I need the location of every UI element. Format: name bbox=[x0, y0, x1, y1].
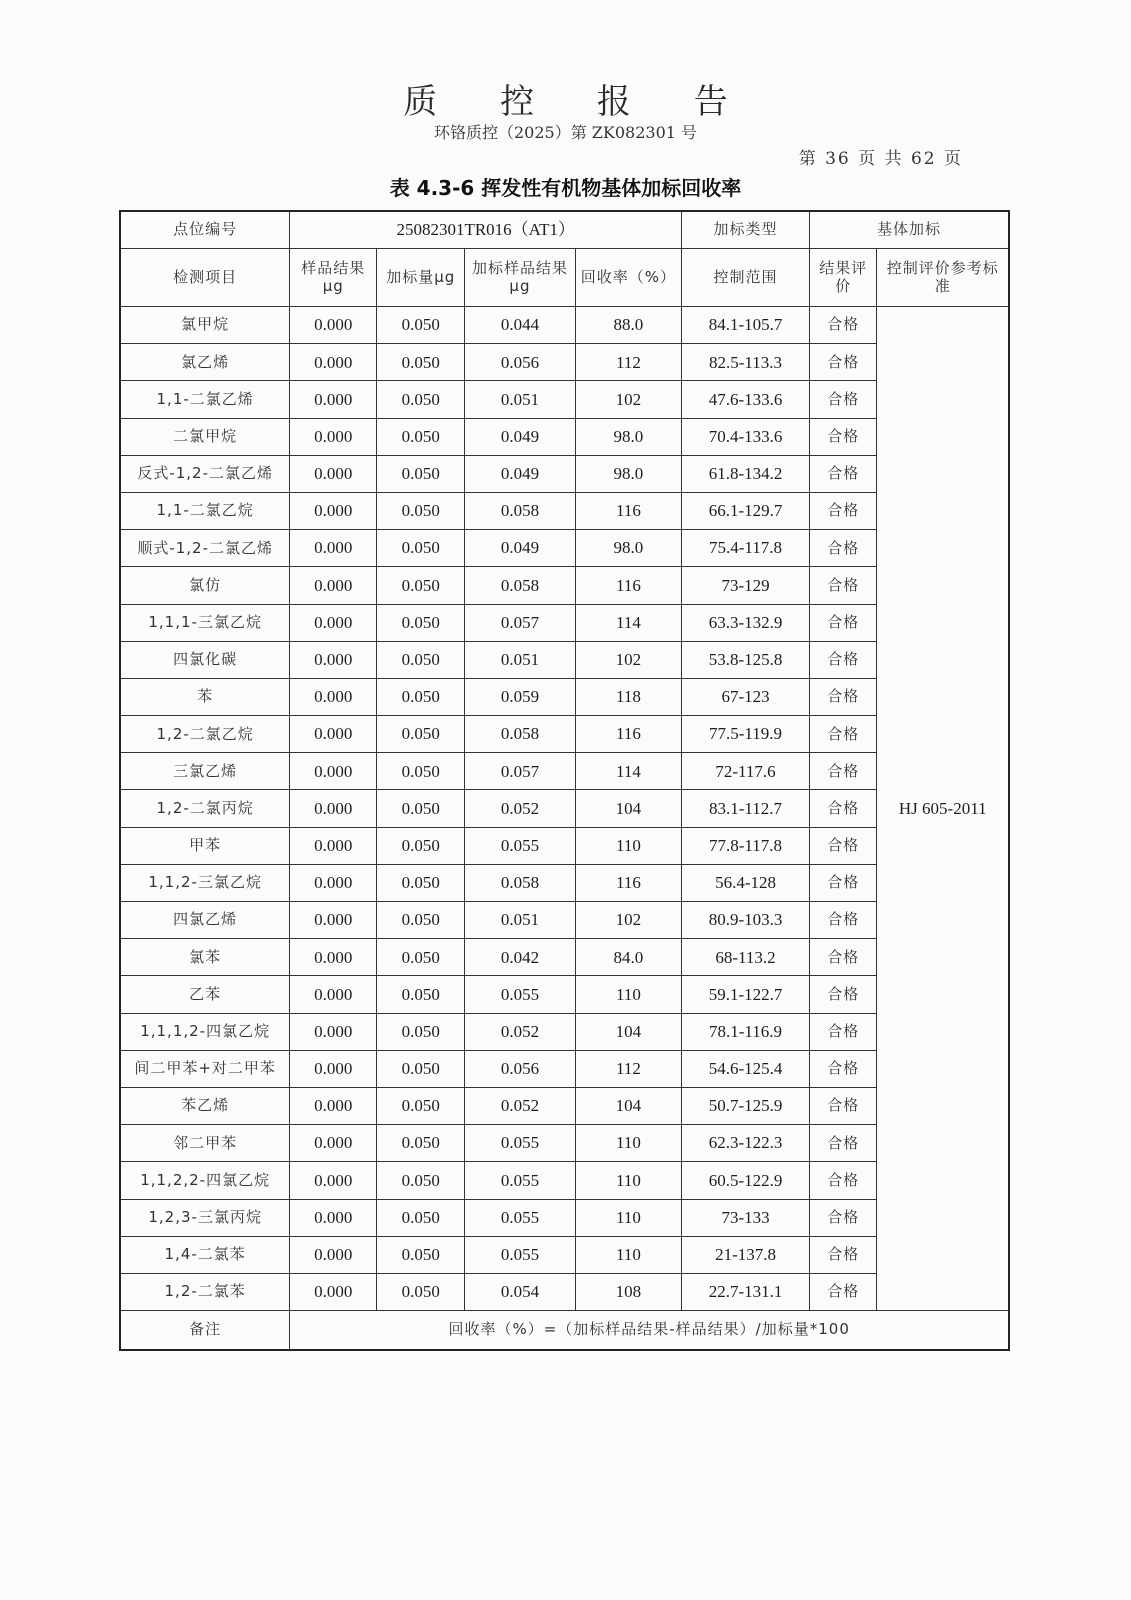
col-spike-amount: 加标量μg bbox=[377, 249, 465, 307]
cell-control-range: 60.5-122.9 bbox=[682, 1162, 810, 1199]
cell-spiked-result: 0.055 bbox=[465, 1236, 575, 1273]
cell-recovery: 102 bbox=[575, 381, 681, 418]
cell-spiked-result: 0.056 bbox=[465, 1050, 575, 1087]
cell-reference-standard: HJ 605-2011 bbox=[877, 307, 1009, 1311]
cell-sample-result: 0.000 bbox=[290, 716, 377, 753]
cell-item: 氯甲烷 bbox=[120, 307, 290, 344]
cell-spiked-result: 0.049 bbox=[465, 530, 575, 567]
cell-evaluation: 合格 bbox=[809, 381, 877, 418]
table-row bbox=[120, 678, 1009, 715]
cell-spiked-result: 0.049 bbox=[465, 418, 575, 455]
cell-spiked-result: 0.044 bbox=[465, 307, 575, 344]
cell-recovery: 116 bbox=[575, 716, 681, 753]
cell-item: 1,2-二氯乙烷 bbox=[120, 716, 290, 753]
cell-evaluation: 合格 bbox=[809, 716, 877, 753]
cell-recovery: 110 bbox=[575, 1199, 681, 1236]
table-row bbox=[120, 641, 1009, 678]
cell-spike-amount: 0.050 bbox=[377, 418, 465, 455]
cell-item: 1,1,2,2-四氯乙烷 bbox=[120, 1162, 290, 1199]
cell-spike-amount: 0.050 bbox=[377, 1199, 465, 1236]
table-row bbox=[120, 418, 1009, 455]
cell-recovery: 104 bbox=[575, 1013, 681, 1050]
cell-control-range: 21-137.8 bbox=[682, 1236, 810, 1273]
cell-evaluation: 合格 bbox=[809, 827, 877, 864]
cell-item: 氯苯 bbox=[120, 939, 290, 976]
cell-spike-amount: 0.050 bbox=[377, 381, 465, 418]
cell-evaluation: 合格 bbox=[809, 567, 877, 604]
cell-sample-result: 0.000 bbox=[290, 976, 377, 1013]
note-label: 备注 bbox=[120, 1311, 290, 1351]
table-row bbox=[120, 1236, 1009, 1273]
cell-recovery: 88.0 bbox=[575, 307, 681, 344]
cell-recovery: 102 bbox=[575, 641, 681, 678]
cell-spike-amount: 0.050 bbox=[377, 1050, 465, 1087]
cell-item: 1,4-二氯苯 bbox=[120, 1236, 290, 1273]
cell-evaluation: 合格 bbox=[809, 864, 877, 901]
note-value: 回收率（%）=（加标样品结果-样品结果）/加标量*100 bbox=[290, 1311, 1009, 1351]
cell-recovery: 108 bbox=[575, 1273, 681, 1310]
point-label: 点位编号 bbox=[120, 211, 290, 249]
table-caption: 表 4.3-6 挥发性有机物基体加标回收率 bbox=[389, 176, 742, 200]
col-spiked-result: 加标样品结果μg bbox=[465, 249, 575, 307]
cell-spike-amount: 0.050 bbox=[377, 716, 465, 753]
table-row bbox=[120, 604, 1009, 641]
spike-type-value: 基体加标 bbox=[809, 211, 1009, 249]
cell-evaluation: 合格 bbox=[809, 678, 877, 715]
col-item: 检测项目 bbox=[120, 249, 290, 307]
cell-spike-amount: 0.050 bbox=[377, 641, 465, 678]
cell-control-range: 62.3-122.3 bbox=[682, 1125, 810, 1162]
cell-spike-amount: 0.050 bbox=[377, 976, 465, 1013]
cell-evaluation: 合格 bbox=[809, 530, 877, 567]
cell-control-range: 82.5-113.3 bbox=[682, 344, 810, 381]
cell-spike-amount: 0.050 bbox=[377, 902, 465, 939]
cell-recovery: 114 bbox=[575, 604, 681, 641]
cell-recovery: 104 bbox=[575, 790, 681, 827]
table-row bbox=[120, 1125, 1009, 1162]
cell-recovery: 110 bbox=[575, 1236, 681, 1273]
cell-spike-amount: 0.050 bbox=[377, 604, 465, 641]
cell-spiked-result: 0.051 bbox=[465, 381, 575, 418]
cell-spike-amount: 0.050 bbox=[377, 1236, 465, 1273]
cell-recovery: 84.0 bbox=[575, 939, 681, 976]
cell-evaluation: 合格 bbox=[809, 1273, 877, 1310]
cell-control-range: 67-123 bbox=[682, 678, 810, 715]
table-row bbox=[120, 716, 1009, 753]
cell-control-range: 54.6-125.4 bbox=[682, 1050, 810, 1087]
cell-spiked-result: 0.052 bbox=[465, 1087, 575, 1124]
table-row bbox=[120, 567, 1009, 604]
point-value: 25082301TR016（AT1） bbox=[290, 211, 682, 249]
cell-spike-amount: 0.050 bbox=[377, 307, 465, 344]
cell-recovery: 112 bbox=[575, 344, 681, 381]
cell-evaluation: 合格 bbox=[809, 418, 877, 455]
cell-recovery: 98.0 bbox=[575, 418, 681, 455]
cell-evaluation: 合格 bbox=[809, 790, 877, 827]
cell-evaluation: 合格 bbox=[809, 604, 877, 641]
cell-item: 1,1-二氯乙烯 bbox=[120, 381, 290, 418]
table-row bbox=[120, 530, 1009, 567]
cell-spiked-result: 0.058 bbox=[465, 716, 575, 753]
cell-control-range: 78.1-116.9 bbox=[682, 1013, 810, 1050]
cell-recovery: 110 bbox=[575, 1125, 681, 1162]
cell-item: 顺式-1,2-二氯乙烯 bbox=[120, 530, 290, 567]
table-row bbox=[120, 827, 1009, 864]
cell-spike-amount: 0.050 bbox=[377, 1125, 465, 1162]
cell-spiked-result: 0.057 bbox=[465, 604, 575, 641]
cell-sample-result: 0.000 bbox=[290, 1236, 377, 1273]
table-row bbox=[120, 976, 1009, 1013]
cell-spiked-result: 0.042 bbox=[465, 939, 575, 976]
cell-recovery: 116 bbox=[575, 492, 681, 529]
cell-sample-result: 0.000 bbox=[290, 530, 377, 567]
cell-control-range: 75.4-117.8 bbox=[682, 530, 810, 567]
cell-evaluation: 合格 bbox=[809, 1013, 877, 1050]
cell-recovery: 110 bbox=[575, 827, 681, 864]
cell-evaluation: 合格 bbox=[809, 902, 877, 939]
cell-sample-result: 0.000 bbox=[290, 1273, 377, 1310]
cell-evaluation: 合格 bbox=[809, 1199, 877, 1236]
cell-spiked-result: 0.055 bbox=[465, 1125, 575, 1162]
cell-spiked-result: 0.058 bbox=[465, 864, 575, 901]
col-control-range: 控制范围 bbox=[682, 249, 810, 307]
cell-evaluation: 合格 bbox=[809, 492, 877, 529]
cell-spiked-result: 0.052 bbox=[465, 1013, 575, 1050]
cell-item: 二氯甲烷 bbox=[120, 418, 290, 455]
cell-sample-result: 0.000 bbox=[290, 307, 377, 344]
cell-sample-result: 0.000 bbox=[290, 1013, 377, 1050]
cell-evaluation: 合格 bbox=[809, 939, 877, 976]
cell-spiked-result: 0.056 bbox=[465, 344, 575, 381]
cell-sample-result: 0.000 bbox=[290, 567, 377, 604]
header-row-point bbox=[120, 211, 1009, 249]
cell-recovery: 104 bbox=[575, 1087, 681, 1124]
cell-sample-result: 0.000 bbox=[290, 344, 377, 381]
cell-spiked-result: 0.057 bbox=[465, 753, 575, 790]
cell-spike-amount: 0.050 bbox=[377, 567, 465, 604]
table-row bbox=[120, 1050, 1009, 1087]
cell-recovery: 102 bbox=[575, 902, 681, 939]
table-row bbox=[120, 864, 1009, 901]
cell-control-range: 80.9-103.3 bbox=[682, 902, 810, 939]
cell-spike-amount: 0.050 bbox=[377, 864, 465, 901]
cell-spiked-result: 0.049 bbox=[465, 455, 575, 492]
cell-control-range: 53.8-125.8 bbox=[682, 641, 810, 678]
cell-item: 氯乙烯 bbox=[120, 344, 290, 381]
cell-spiked-result: 0.055 bbox=[465, 1162, 575, 1199]
cell-evaluation: 合格 bbox=[809, 641, 877, 678]
cell-item: 三氯乙烯 bbox=[120, 753, 290, 790]
col-recovery: 回收率（%） bbox=[575, 249, 681, 307]
cell-spike-amount: 0.050 bbox=[377, 1013, 465, 1050]
cell-spike-amount: 0.050 bbox=[377, 1273, 465, 1310]
cell-evaluation: 合格 bbox=[809, 1050, 877, 1087]
cell-spiked-result: 0.051 bbox=[465, 902, 575, 939]
table-row bbox=[120, 381, 1009, 418]
cell-sample-result: 0.000 bbox=[290, 492, 377, 529]
cell-control-range: 68-113.2 bbox=[682, 939, 810, 976]
cell-recovery: 98.0 bbox=[575, 455, 681, 492]
cell-item: 氯仿 bbox=[120, 567, 290, 604]
cell-sample-result: 0.000 bbox=[290, 381, 377, 418]
cell-control-range: 83.1-112.7 bbox=[682, 790, 810, 827]
cell-sample-result: 0.000 bbox=[290, 1125, 377, 1162]
cell-spiked-result: 0.055 bbox=[465, 827, 575, 864]
cell-evaluation: 合格 bbox=[809, 1087, 877, 1124]
recovery-table bbox=[119, 210, 1010, 1351]
spike-type-label: 加标类型 bbox=[682, 211, 810, 249]
cell-evaluation: 合格 bbox=[809, 753, 877, 790]
cell-sample-result: 0.000 bbox=[290, 678, 377, 715]
cell-spike-amount: 0.050 bbox=[377, 678, 465, 715]
cell-sample-result: 0.000 bbox=[290, 753, 377, 790]
cell-spike-amount: 0.050 bbox=[377, 753, 465, 790]
cell-sample-result: 0.000 bbox=[290, 604, 377, 641]
cell-control-range: 77.8-117.8 bbox=[682, 827, 810, 864]
cell-item: 1,1,1,2-四氯乙烷 bbox=[120, 1013, 290, 1050]
cell-control-range: 59.1-122.7 bbox=[682, 976, 810, 1013]
cell-spiked-result: 0.054 bbox=[465, 1273, 575, 1310]
col-reference: 控制评价参考标准 bbox=[877, 249, 1009, 307]
cell-control-range: 56.4-128 bbox=[682, 864, 810, 901]
cell-spike-amount: 0.050 bbox=[377, 790, 465, 827]
cell-spiked-result: 0.055 bbox=[465, 1199, 575, 1236]
cell-evaluation: 合格 bbox=[809, 976, 877, 1013]
header-row-columns bbox=[120, 249, 1009, 307]
cell-item: 苯 bbox=[120, 678, 290, 715]
cell-control-range: 66.1-129.7 bbox=[682, 492, 810, 529]
col-sample-result: 样品结果μg bbox=[290, 249, 377, 307]
cell-item: 四氯乙烯 bbox=[120, 902, 290, 939]
cell-item: 1,2-二氯苯 bbox=[120, 1273, 290, 1310]
cell-control-range: 22.7-131.1 bbox=[682, 1273, 810, 1310]
cell-control-range: 84.1-105.7 bbox=[682, 307, 810, 344]
cell-spiked-result: 0.059 bbox=[465, 678, 575, 715]
cell-item: 1,1,2-三氯乙烷 bbox=[120, 864, 290, 901]
cell-item: 苯乙烯 bbox=[120, 1087, 290, 1124]
page-indicator: 第 36 页 共 62 页 bbox=[798, 149, 963, 169]
cell-recovery: 114 bbox=[575, 753, 681, 790]
table-row bbox=[120, 753, 1009, 790]
cell-recovery: 98.0 bbox=[575, 530, 681, 567]
cell-control-range: 63.3-132.9 bbox=[682, 604, 810, 641]
cell-recovery: 110 bbox=[575, 1162, 681, 1199]
cell-item: 邻二甲苯 bbox=[120, 1125, 290, 1162]
cell-control-range: 72-117.6 bbox=[682, 753, 810, 790]
cell-spike-amount: 0.050 bbox=[377, 492, 465, 529]
cell-recovery: 110 bbox=[575, 976, 681, 1013]
cell-item: 甲苯 bbox=[120, 827, 290, 864]
table-row bbox=[120, 307, 1009, 344]
table-row bbox=[120, 790, 1009, 827]
cell-sample-result: 0.000 bbox=[290, 641, 377, 678]
cell-item: 乙苯 bbox=[120, 976, 290, 1013]
cell-spike-amount: 0.050 bbox=[377, 455, 465, 492]
cell-recovery: 118 bbox=[575, 678, 681, 715]
cell-sample-result: 0.000 bbox=[290, 939, 377, 976]
table-row bbox=[120, 455, 1009, 492]
cell-control-range: 47.6-133.6 bbox=[682, 381, 810, 418]
cell-evaluation: 合格 bbox=[809, 344, 877, 381]
cell-item: 反式-1,2-二氯乙烯 bbox=[120, 455, 290, 492]
cell-control-range: 73-129 bbox=[682, 567, 810, 604]
report-title: 质 控 报 告 bbox=[403, 82, 754, 122]
table-row bbox=[120, 939, 1009, 976]
report-number: 环铬质控（2025）第 ZK082301 号 bbox=[433, 123, 698, 142]
cell-control-range: 50.7-125.9 bbox=[682, 1087, 810, 1124]
cell-spike-amount: 0.050 bbox=[377, 344, 465, 381]
cell-spiked-result: 0.051 bbox=[465, 641, 575, 678]
cell-evaluation: 合格 bbox=[809, 1125, 877, 1162]
cell-spike-amount: 0.050 bbox=[377, 827, 465, 864]
cell-sample-result: 0.000 bbox=[290, 1199, 377, 1236]
table-row bbox=[120, 1013, 1009, 1050]
cell-sample-result: 0.000 bbox=[290, 455, 377, 492]
cell-item: 1,2-二氯丙烷 bbox=[120, 790, 290, 827]
cell-control-range: 73-133 bbox=[682, 1199, 810, 1236]
cell-item: 1,2,3-三氯丙烷 bbox=[120, 1199, 290, 1236]
cell-sample-result: 0.000 bbox=[290, 827, 377, 864]
cell-sample-result: 0.000 bbox=[290, 864, 377, 901]
cell-recovery: 116 bbox=[575, 864, 681, 901]
table-row bbox=[120, 1199, 1009, 1236]
cell-spiked-result: 0.055 bbox=[465, 976, 575, 1013]
cell-spiked-result: 0.058 bbox=[465, 567, 575, 604]
cell-sample-result: 0.000 bbox=[290, 790, 377, 827]
cell-recovery: 116 bbox=[575, 567, 681, 604]
cell-item: 1,1-二氯乙烷 bbox=[120, 492, 290, 529]
table-row bbox=[120, 902, 1009, 939]
cell-spike-amount: 0.050 bbox=[377, 1162, 465, 1199]
col-evaluation: 结果评价 bbox=[809, 249, 877, 307]
cell-spike-amount: 0.050 bbox=[377, 1087, 465, 1124]
cell-spiked-result: 0.052 bbox=[465, 790, 575, 827]
cell-evaluation: 合格 bbox=[809, 455, 877, 492]
cell-control-range: 61.8-134.2 bbox=[682, 455, 810, 492]
cell-sample-result: 0.000 bbox=[290, 1087, 377, 1124]
table-row bbox=[120, 1162, 1009, 1199]
cell-item: 1,1,1-三氯乙烷 bbox=[120, 604, 290, 641]
cell-spike-amount: 0.050 bbox=[377, 939, 465, 976]
table-row bbox=[120, 1087, 1009, 1124]
cell-sample-result: 0.000 bbox=[290, 418, 377, 455]
cell-evaluation: 合格 bbox=[809, 1236, 877, 1273]
cell-item: 间二甲苯+对二甲苯 bbox=[120, 1050, 290, 1087]
cell-control-range: 70.4-133.6 bbox=[682, 418, 810, 455]
cell-sample-result: 0.000 bbox=[290, 1050, 377, 1087]
cell-spike-amount: 0.050 bbox=[377, 530, 465, 567]
cell-item: 四氯化碳 bbox=[120, 641, 290, 678]
note-row bbox=[120, 1311, 1009, 1351]
cell-evaluation: 合格 bbox=[809, 1162, 877, 1199]
table-row bbox=[120, 492, 1009, 529]
cell-spiked-result: 0.058 bbox=[465, 492, 575, 529]
cell-control-range: 77.5-119.9 bbox=[682, 716, 810, 753]
cell-sample-result: 0.000 bbox=[290, 1162, 377, 1199]
table-row bbox=[120, 344, 1009, 381]
cell-recovery: 112 bbox=[575, 1050, 681, 1087]
table-row bbox=[120, 1273, 1009, 1310]
cell-evaluation: 合格 bbox=[809, 307, 877, 344]
cell-sample-result: 0.000 bbox=[290, 902, 377, 939]
